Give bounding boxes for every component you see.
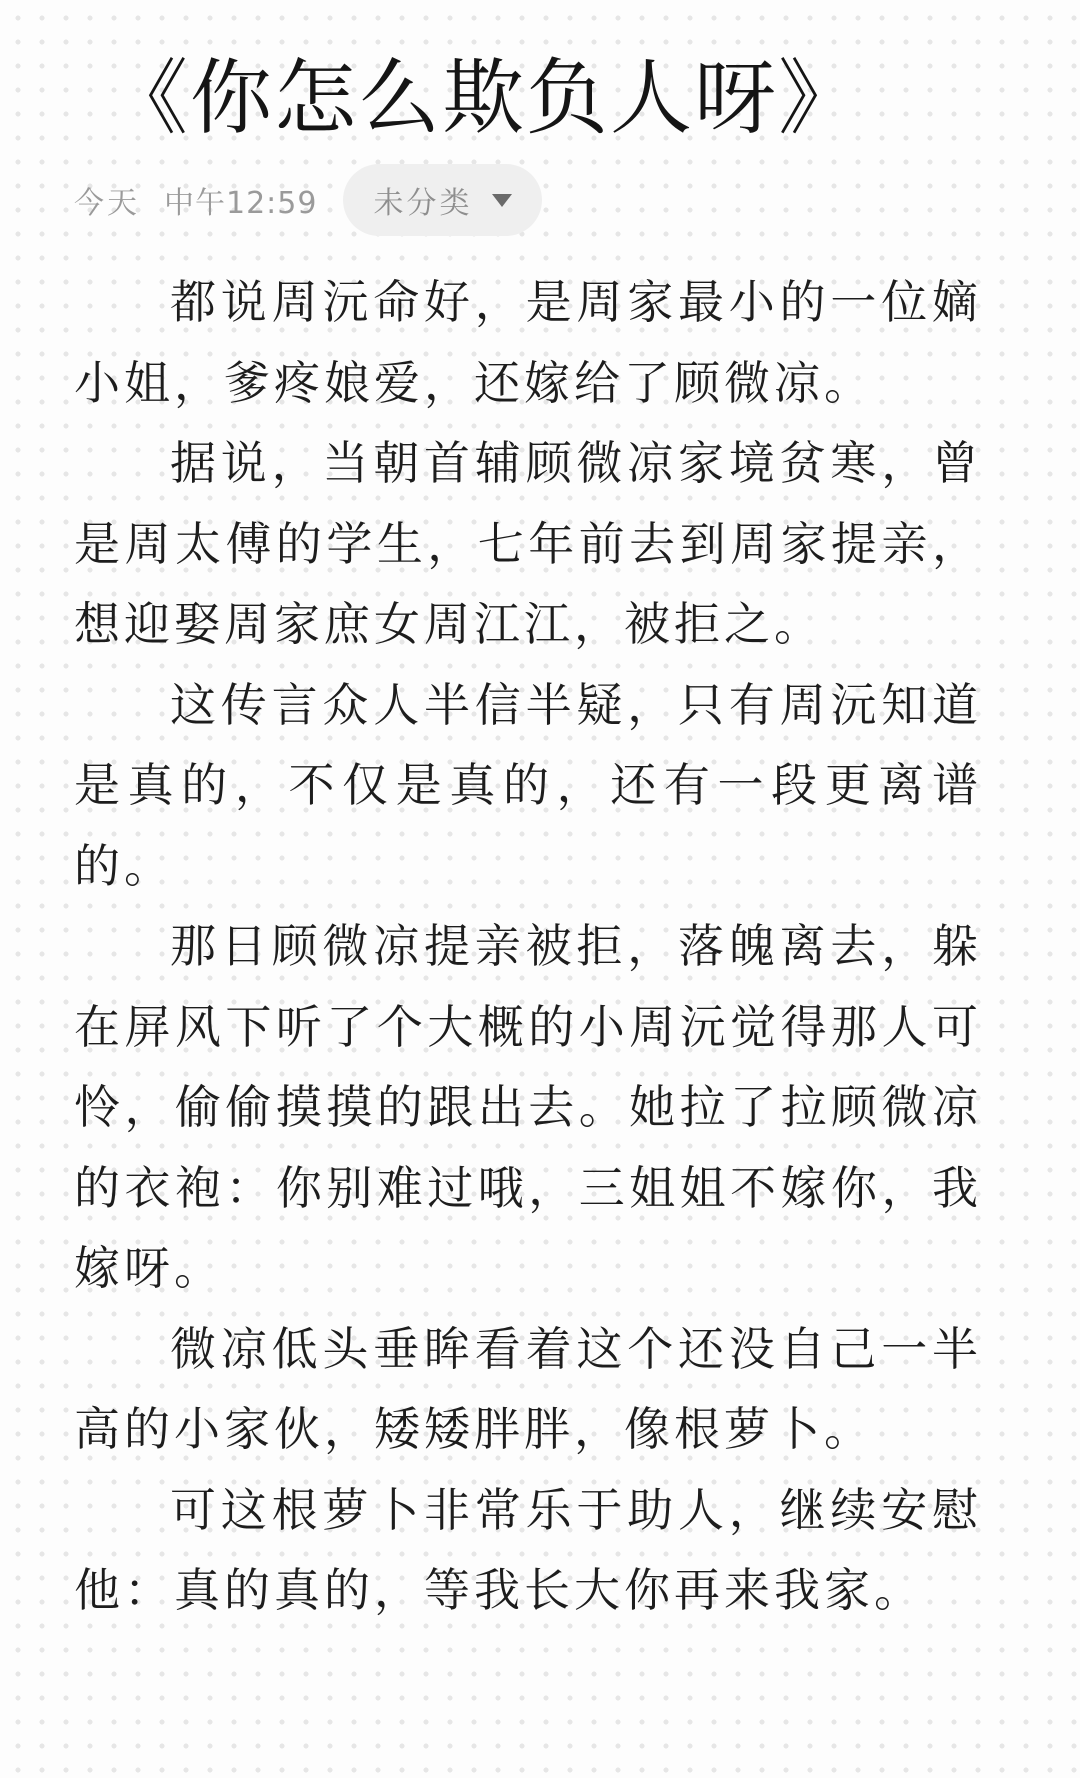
note-date: 今天 [74, 186, 140, 221]
paragraph: 那日顾微凉提亲被拒，落魄离去，躲在屏风下听了个大概的小周沅觉得那人可怜，偷偷摸摸的跟出去。她拉了拉顾微凉的衣袍：你别难过哦，三姐姐不嫁你，我嫁呀。 [74, 919, 982, 1295]
category-label: 未分类 [373, 186, 473, 221]
paragraph: 这传言众人半信半疑，只有周沅知道是真的，不仅是真的，还有一段更离谱的。 [74, 677, 982, 893]
paragraph: 可这根萝卜非常乐于助人，继续安慰他：真的真的，等我长大你再来我家。 [74, 1482, 982, 1617]
category-dropdown[interactable] [343, 164, 542, 236]
paragraph: 都说周沅命好，是周家最小的一位嫡小姐，爹疼娘爱，还嫁给了顾微凉。 [74, 275, 982, 410]
paragraph: 微凉低头垂眸看着这个还没自己一半高的小家伙，矮矮胖胖，像根萝卜。 [74, 1321, 982, 1456]
note-time: 中午12:59 [164, 186, 318, 221]
note-body[interactable] [74, 262, 982, 1631]
note-meta [74, 164, 542, 236]
paragraph: 据说，当朝首辅顾微凉家境贫寒，曾是周太傅的学生，七年前去到周家提亲，想迎娶周家庶女周江江，被拒之。 [74, 436, 982, 651]
note-title[interactable]: 《你怎么欺负人呀》 [106, 51, 863, 146]
caret-down-icon [492, 194, 512, 207]
